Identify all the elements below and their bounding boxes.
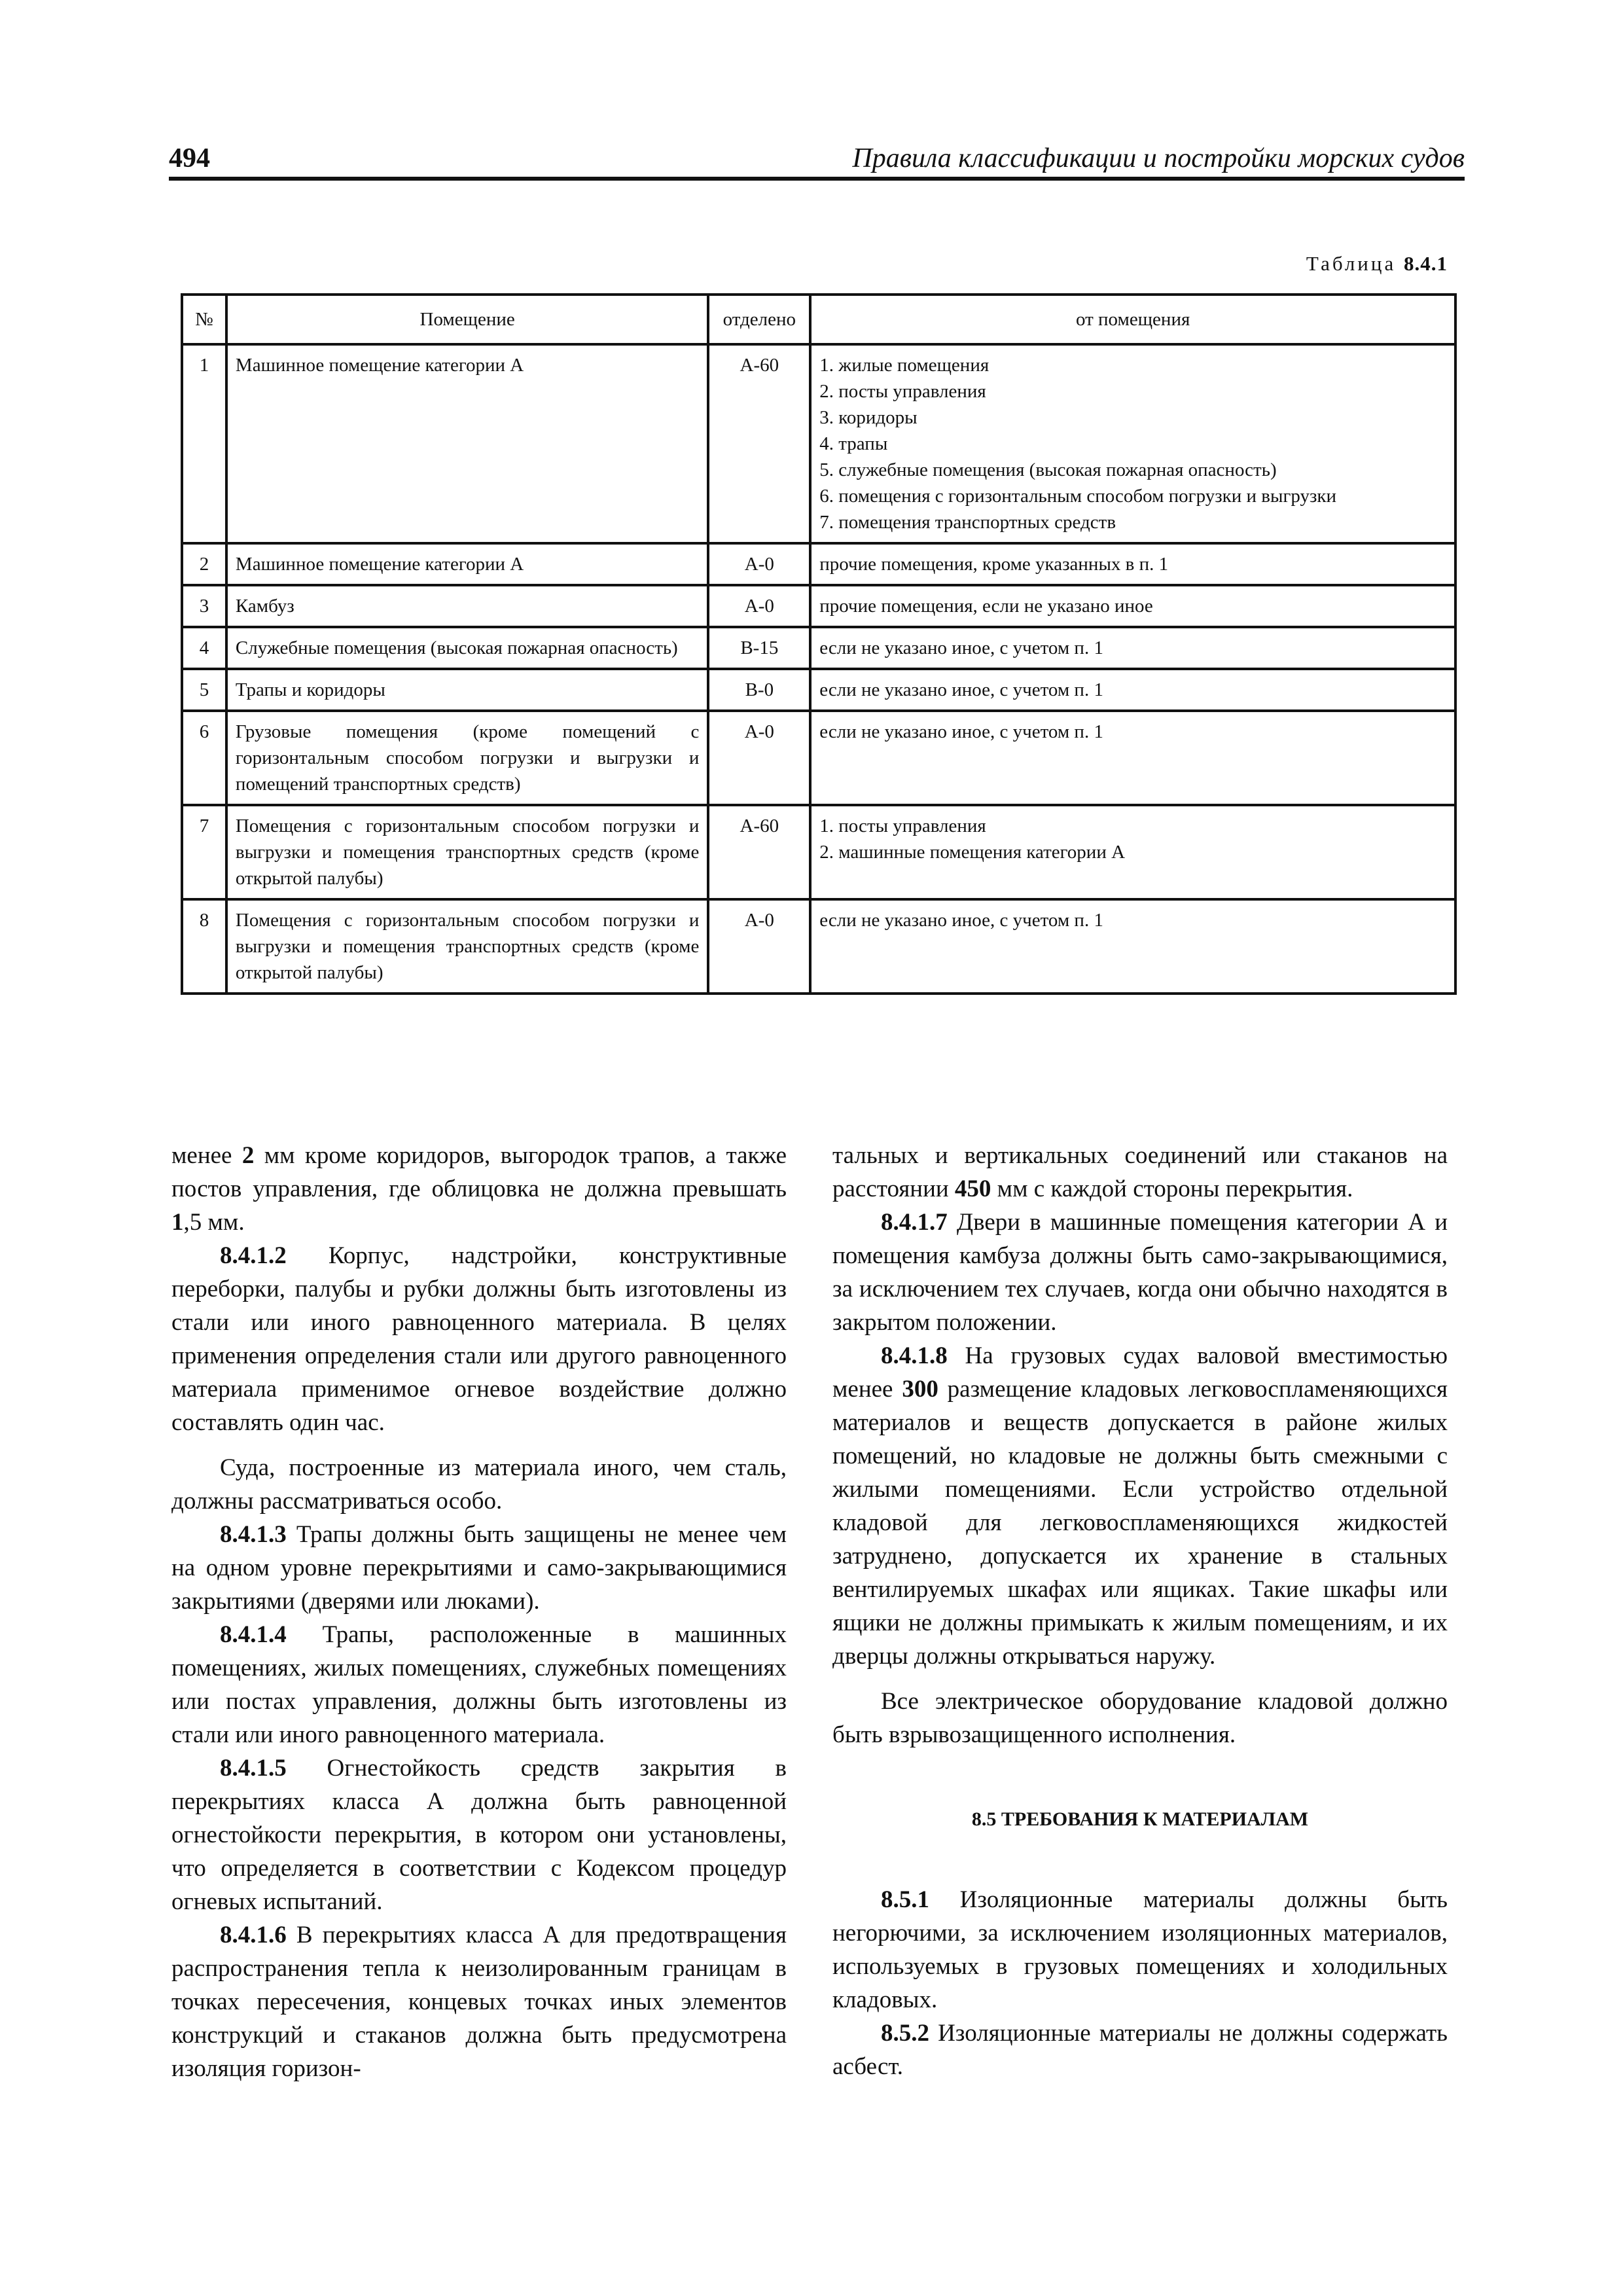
from-room-item: если не указано иное, с учетом п. 1 (819, 910, 1103, 931)
column-header-room: Помещение (226, 295, 708, 344)
row-number: 4 (182, 627, 226, 669)
table-caption-label: Таблица (1306, 252, 1404, 275)
clause-number: 8.4.1.4 (220, 1621, 287, 1648)
clause-number: 8.4.1.5 (220, 1755, 287, 1782)
from-room-item: если не указано иное, с учетом п. 1 (819, 637, 1103, 658)
row-number: 8 (182, 899, 226, 994)
column-header-separated: отделено (708, 295, 810, 344)
from-room-item: 7. помещения транспортных средств (819, 512, 1116, 533)
header-rule (169, 177, 1465, 181)
table-row (182, 585, 1455, 627)
separation-class-cell: А-60 (708, 344, 810, 543)
from-room-item: прочие помещения, если не указано иное (819, 596, 1153, 617)
room-cell: Помещения с горизонтальным способом погрузки и выгрузки и помещения транспортных средств (кроме открытой палубы) (226, 805, 708, 899)
from-rooms-cell (810, 585, 1455, 627)
separation-class-cell: А-0 (708, 585, 810, 627)
row-number: 2 (182, 543, 226, 585)
from-rooms-cell (810, 805, 1455, 899)
from-rooms-cell (810, 669, 1455, 711)
from-room-item: если не указано иное, с учетом п. 1 (819, 679, 1103, 700)
column-header-number: № (182, 295, 226, 344)
clause-number: 8.5.1 (881, 1886, 929, 1913)
from-room-item: 6. помещения с горизонтальным способом погрузки и выгрузки (819, 486, 1337, 507)
row-number: 3 (182, 585, 226, 627)
row-number: 6 (182, 711, 226, 805)
paragraph-8-5-1: 8.5.1 Изоляционные материалы должны быть негорючими, за исключением изоляционных материалов, используемых в грузовых помещениях и холодильных кладовых. (832, 1886, 1448, 2013)
row-number: 5 (182, 669, 226, 711)
table-row (182, 627, 1455, 669)
paragraph-8-4-1-2: 8.4.1.2 Корпус, надстройки, конструктивные переборки, палубы и рубки должны быть изготовлены из стали или иного равноценного материала. В целях применения определения стали или другого равноценного материала применимое огневое воздействие должно составлять один час. (171, 1242, 787, 1436)
page-number: 494 (169, 143, 210, 173)
from-room-item: прочие помещения, кроме указанных в п. 1 (819, 554, 1169, 575)
separation-class-cell: А-0 (708, 711, 810, 805)
table-row (182, 711, 1455, 805)
paragraph: менее 2 мм кроме коридоров, выгородок трапов, а также постов управления, где облицовка не должна превышать 1,5 мм. (171, 1142, 787, 1236)
separation-class-cell: В-0 (708, 669, 810, 711)
room-cell: Грузовые помещения (кроме помещений с горизонтальным способом погрузки и выгрузки и помещений транспортных средств) (226, 711, 708, 805)
separation-class-cell: В-15 (708, 627, 810, 669)
clause-number: 8.4.1.2 (220, 1242, 287, 1269)
from-room-item: 4. трапы (819, 433, 888, 454)
from-room-item: 2. машинные помещения категории А (819, 842, 1126, 863)
right-text-column (832, 1139, 1448, 2083)
table-caption-number: 8.4.1 (1404, 252, 1448, 275)
table-header-row (182, 295, 1455, 344)
clause-number: 8.5.2 (881, 2020, 929, 2047)
fire-separation-table (181, 293, 1457, 995)
table-row (182, 669, 1455, 711)
room-cell: Машинное помещение категории А (226, 543, 708, 585)
room-cell: Камбуз (226, 585, 708, 627)
section-heading: 8.5 ТРЕБОВАНИЯ К МАТЕРИАЛАМ (971, 1808, 1309, 1830)
from-rooms-cell (810, 543, 1455, 585)
separation-class-cell: А-0 (708, 543, 810, 585)
paragraph-8-4-1-8: 8.4.1.8 На грузовых судах валовой вместимостью менее 300 размещение кладовых легковоспламеняющихся материалов и веществ допускается в районе жилых помещений, но кладовые не должны быть смежными с жилыми помещениями. Если устройство отдельной кладовой для легковоспламеняющихся жидкостей затруднено, допускается их хранение в стальных вентилируемых шкафах или ящиках. Такие шкафы или ящики не должны примыкать к жилым помещениям, и их дверцы должны открываться наружу. (832, 1342, 1448, 1670)
row-number: 1 (182, 344, 226, 543)
paragraph: Суда, построенные из материала иного, чем сталь, должны рассматриваться особо. (171, 1454, 787, 1515)
room-cell: Машинное помещение категории А (226, 344, 708, 543)
from-room-item: 2. посты управления (819, 381, 986, 402)
clause-number: 8.4.1.7 (881, 1209, 948, 1236)
from-room-item: 3. коридоры (819, 407, 918, 428)
room-cell: Трапы и коридоры (226, 669, 708, 711)
table-row (182, 543, 1455, 585)
table-row (182, 899, 1455, 994)
paragraph-8-5-2: 8.5.2 Изоляционные материалы не должны содержать асбест. (832, 2020, 1448, 2080)
room-cell: Помещения с горизонтальным способом погрузки и выгрузки и помещения транспортных средств (кроме открытой палубы) (226, 899, 708, 994)
from-rooms-cell (810, 899, 1455, 994)
from-rooms-cell (810, 711, 1455, 805)
table-row (182, 344, 1455, 543)
row-number: 7 (182, 805, 226, 899)
clause-number: 8.4.1.8 (881, 1342, 948, 1369)
from-rooms-cell (810, 627, 1455, 669)
page-header (169, 143, 1465, 182)
table-body (182, 344, 1455, 994)
from-room-item: 1. жилые помещения (819, 355, 990, 376)
separation-class-cell: А-0 (708, 899, 810, 994)
column-header-from-room: от помещения (810, 295, 1455, 344)
paragraph-8-4-1-7: 8.4.1.7 Двери в машинные помещения категории А и помещения камбуза должны быть само-закрывающимися, за исключением тех случаев, когда они обычно находятся в закрытом положении. (832, 1209, 1448, 1336)
paragraph-8-4-1-5: 8.4.1.5 Огнестойкость средств закрытия в перекрытиях класса А должна быть равноценной огнестойкости перекрытия, в котором они установлены, что определяется в соответствии с Кодексом процедур огневых испытаний. (171, 1755, 787, 1915)
from-rooms-cell (810, 344, 1455, 543)
clause-number: 8.4.1.6 (220, 1922, 287, 1948)
clause-number: 8.4.1.3 (220, 1521, 287, 1548)
paragraph-8-4-1-6: 8.4.1.6 В перекрытиях класса А для предотвращения распространения тепла к неизолированным границам в точках пересечения, концевых точках иных элементов конструкций и стаканов должна быть предусмотрена изоляция горизон- (171, 1922, 787, 2082)
room-cell: Служебные помещения (высокая пожарная опасность) (226, 627, 708, 669)
from-room-item: 1. посты управления (819, 816, 986, 836)
paragraph: Все электрическое оборудование кладовой должно быть взрывозащищенного исполнения. (832, 1688, 1448, 1748)
table-caption (1306, 252, 1448, 276)
paragraph-8-4-1-4: 8.4.1.4 Трапы, расположенные в машинных помещениях, жилых помещениях, служебных помещениях или постах управления, должны быть изготовлены из стали или иного равноценного материала. (171, 1621, 787, 1748)
running-title: Правила классификации и постройки морских судов (852, 143, 1465, 173)
separation-class-cell: А-60 (708, 805, 810, 899)
paragraph: тальных и вертикальных соединений или стаканов на расстоянии 450 мм с каждой стороны перекрытия. (832, 1142, 1448, 1202)
left-text-column (171, 1139, 787, 2085)
from-room-item: если не указано иное, с учетом п. 1 (819, 721, 1103, 742)
from-room-item: 5. служебные помещения (высокая пожарная опасность) (819, 459, 1277, 480)
paragraph-8-4-1-3: 8.4.1.3 Трапы должны быть защищены не менее чем на одном уровне перекрытиями и само-закрывающимися закрытиями (дверями или люками). (171, 1521, 787, 1615)
table-row (182, 805, 1455, 899)
